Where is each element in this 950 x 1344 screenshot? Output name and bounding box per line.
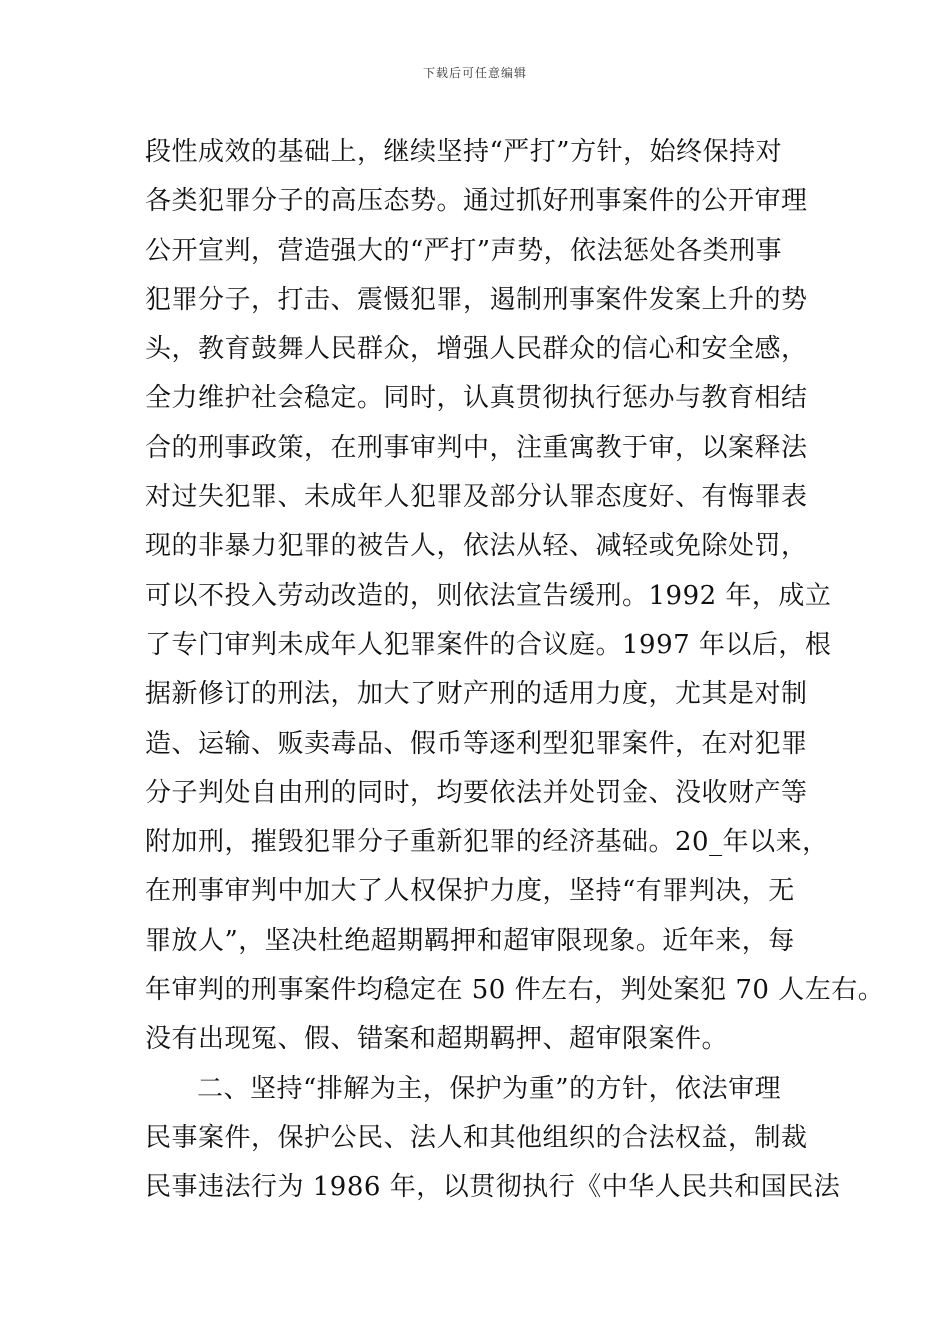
text-line: 犯罪分子，打击、震慑犯罪，遏制刑事案件发案上升的势 bbox=[145, 284, 808, 315]
text-line: 段性成效的基础上，继续坚持“严打”方针，始终保持对 bbox=[145, 137, 783, 167]
text-line: 全力维护社会稳定。同时，认真贯彻执行惩办与教育相结 bbox=[145, 383, 808, 414]
text-line: 附加刑，摧毁犯罪分子重新犯罪的经济基础。20_年以来， bbox=[145, 827, 829, 858]
paragraph-start-line: 二、坚持“排解为主，保护为重”的方针，依法审理 bbox=[197, 1073, 782, 1104]
text-line: 没有出现冤、假、错案和超期羁押、超审限案件。 bbox=[145, 1024, 729, 1055]
text-line: 公开宣判，营造强大的“严打”声势，依法惩处各类刑事 bbox=[145, 235, 783, 266]
text-line: 合的刑事政策，在刑事审判中，注重寓教于审，以案释法 bbox=[145, 432, 808, 463]
text-line: 对过失犯罪、未成年人犯罪及部分认罪态度好、有悔罪表 bbox=[145, 482, 808, 513]
text-line: 据新修订的刑法，加大了财产刑的适用力度，尤其是对制 bbox=[145, 679, 808, 710]
text-line: 造、运输、贩卖毒品、假币等逐利型犯罪案件，在对犯罪 bbox=[145, 728, 808, 759]
text-line: 现的非暴力犯罪的被告人，依法从轻、减轻或免除处罚， bbox=[145, 531, 808, 562]
text-line: 分子判处自由刑的同时，均要依法并处罚金、没收财产等 bbox=[145, 777, 808, 808]
text-line: 年审判的刑事案件均稳定在 50 件左右，判处案犯 70 人左右。 bbox=[145, 975, 885, 1006]
page-header: 下载后可任意编辑 bbox=[422, 66, 527, 80]
text-line: 各类犯罪分子的高压态势。通过抓好刑事案件的公开审理 bbox=[145, 186, 808, 217]
text-line: 罪放人”，坚决杜绝超期羁押和超审限现象。近年来，每 bbox=[145, 925, 795, 956]
text-line: 可以不投入劳动改造的，则依法宣告缓刑。1992 年，成立 bbox=[145, 580, 832, 611]
text-line: 民事违法行为 1986 年，以贯彻执行《中华人民共和国民法 bbox=[145, 1172, 841, 1203]
text-line: 头，教育鼓舞人民群众，增强人民群众的信心和安全感， bbox=[145, 334, 808, 365]
text-line: 民事案件，保护公民、法人和其他组织的合法权益，制裁 bbox=[145, 1122, 808, 1153]
text-line: 了专门审判未成年人犯罪案件的合议庭。1997 年以后，根 bbox=[145, 629, 832, 660]
body-text bbox=[145, 128, 885, 1213]
text-line: 在刑事审判中加大了人权保护力度，坚持“有罪判决，无 bbox=[145, 876, 795, 907]
